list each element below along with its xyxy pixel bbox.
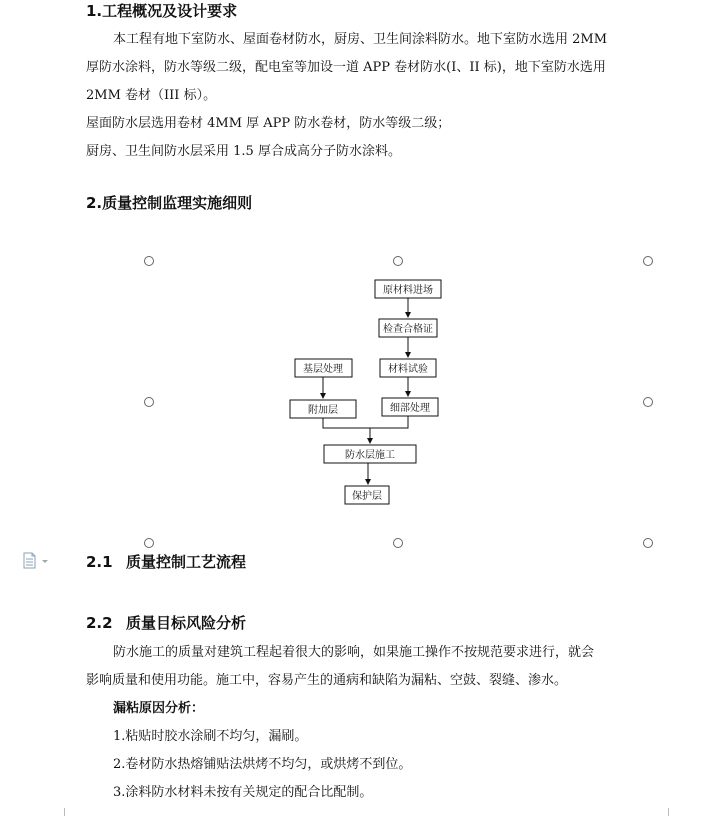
node-detail-treat: 细部处理 [390,403,430,414]
resize-handle-bottom-left[interactable] [144,538,154,548]
section1-heading: 1.工程概况及设计要求 [86,2,238,20]
node-base-treat: 基层处理 [303,364,343,375]
section1-line-2: 厚防水涂料，防水等级二级，配电室等加设一道 APP 卷材防水(I、II 标)，地下室防水选用 [86,60,606,75]
resize-handle-bottom[interactable] [393,538,403,548]
section2-2-line-2: 影响质量和使用功能。施工中，容易产生的通病和缺陷为漏粘、空鼓、裂缝、渗水。 [86,673,568,688]
list-item-2: 2.卷材防水热熔铺贴法烘烤不均匀，或烘烤不到位。 [113,757,412,772]
section2-2-title: 质量目标风险分析 [126,614,247,632]
node-waterproof-construct: 防水层施工 [345,450,395,461]
node-additional-layer: 附加层 [308,405,338,416]
page-corner-mark-left [64,808,85,816]
node-check-cert: 检查合格证 [383,324,433,335]
resize-handle-left[interactable] [144,397,154,407]
edge-detail-merge [370,416,408,428]
section2-1-heading [86,551,246,572]
node-raw-material: 原材料进场 [383,285,433,296]
node-material-test: 材料试验 [388,364,428,375]
section2-1-number: 2.1 [86,553,113,571]
section2-heading: 2.质量控制监理实施细则 [86,194,253,212]
edge-additional-merge [323,418,370,428]
section2-2-heading [86,612,246,633]
document-icon[interactable] [22,552,52,570]
section1-line-3: 2MM 卷材（III 标）。 [86,88,217,103]
section2-2-line-1: 防水施工的质量对建筑工程起着很大的影响，如果施工操作不按规范要求进行，就会 [113,645,595,660]
resize-handle-top[interactable] [393,256,403,266]
list-item-3: 3.涂料防水材料未按有关规定的配合比配制。 [113,785,373,800]
section2-2-number: 2.2 [86,614,113,632]
section2-1-title: 质量控制工艺流程 [126,553,247,571]
page-corner-mark-right [648,808,669,816]
resize-handle-top-right[interactable] [643,256,653,266]
resize-handle-top-left[interactable] [144,256,154,266]
section1-line-5: 厨房、卫生间防水层采用 1.5 厚合成高分子防水涂料。 [86,144,401,159]
resize-handle-bottom-right[interactable] [643,538,653,548]
section1-line-4: 屋面防水层选用卷材 4MM 厚 APP 防水卷材，防水等级二级； [86,116,451,131]
section1-line-1: 本工程有地下室防水、屋面卷材防水，厨房、卫生间涂料防水。地下室防水选用 2MM [113,32,608,47]
section2-2-subheading: 漏粘原因分析： [113,701,205,716]
flowchart-diagram[interactable] [280,270,460,510]
node-protect-layer: 保护层 [352,491,382,502]
resize-handle-right[interactable] [643,397,653,407]
list-item-1: 1.粘贴时胶水涂刷不均匀，漏刷。 [113,729,308,744]
